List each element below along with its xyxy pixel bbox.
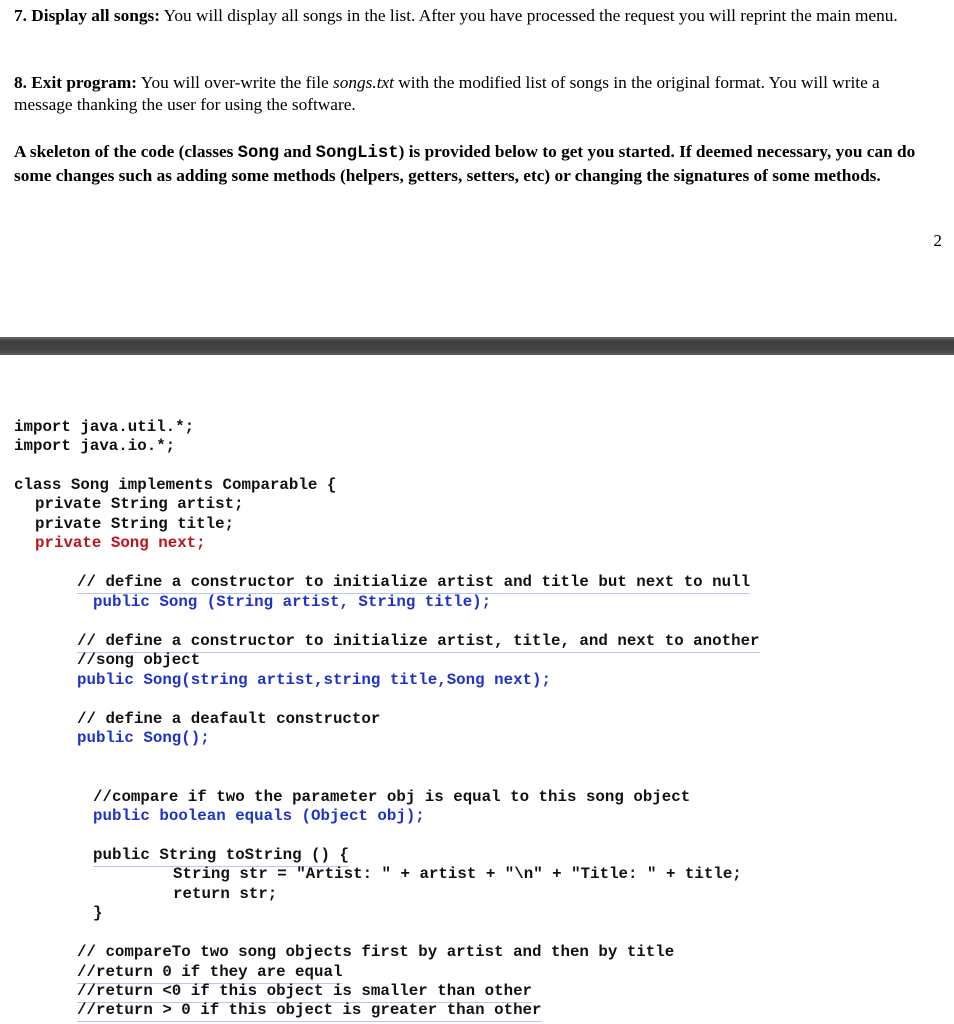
code-sig-tostring: public String toString () { — [93, 846, 349, 867]
code-comment-compareto-3: //return <0 if this object is smaller than other — [77, 982, 532, 1003]
item-7-text: You will display all songs in the list. After you have processed the request you will reprint the main menu. — [159, 6, 898, 25]
skeleton-part-1: A skeleton of the code (classes — [14, 142, 238, 161]
code-comment-default-constructor: // define a deafault constructor — [77, 710, 381, 728]
code-line-import-util: import java.util.*; — [14, 418, 195, 436]
code-sig-constructor-1: public Song (String artist, String title); — [93, 593, 492, 611]
code-line-import-io: import java.io.*; — [14, 437, 176, 455]
code-comment-equals: //compare if two the parameter obj is equal to this song object — [93, 788, 691, 806]
item-8-text-before: You will over-write the file — [137, 73, 334, 92]
page-number: 2 — [933, 231, 942, 250]
class-name-songlist: SongList — [315, 144, 399, 163]
page-separator — [0, 337, 954, 355]
code-line-tostring-return: return str; — [173, 885, 278, 903]
skeleton-part-3: ) is provided below to get you started. If deemed necessary, you can do some changes such as adding some methods (helpers, getters, setters, etc) or changing the signatures of some methods. — [14, 142, 916, 185]
code-line-field-next: private Song next; — [35, 534, 206, 552]
code-comment-constructor-2a: // define a constructor to initialize artist, title, and next to another — [77, 632, 760, 653]
item-8-heading: 8. Exit program: — [14, 73, 138, 92]
item-8-filename: songs.txt — [333, 73, 394, 92]
item-7-display-all-songs — [14, 5, 939, 27]
class-name-song: Song — [237, 144, 280, 163]
code-line-tostring-close: } — [93, 904, 103, 922]
code-comment-compareto-1: // compareTo two song objects first by artist and then by title — [77, 943, 675, 961]
code-line-field-artist: private String artist; — [35, 495, 244, 513]
code-sig-equals: public boolean equals (Object obj); — [93, 807, 425, 825]
code-comment-constructor-1: // define a constructor to initialize artist and title but next to null — [77, 573, 750, 594]
code-comment-compareto-4: //return > 0 if this object is greater than other — [77, 1001, 542, 1022]
item-8-exit-program — [14, 72, 939, 116]
code-sig-default-constructor: public Song(); — [77, 729, 210, 747]
code-comment-compareto-2: //return 0 if they are equal — [77, 963, 342, 984]
skeleton-intro — [14, 141, 939, 187]
skeleton-part-2: and — [279, 142, 316, 161]
item-7-heading: 7. Display all songs: — [14, 6, 160, 25]
code-comment-constructor-2b: //song object — [77, 651, 201, 669]
code-sig-constructor-2: public Song(string artist,string title,Song next); — [77, 671, 551, 689]
code-line-field-title: private String title; — [35, 515, 235, 533]
code-line-class-decl: class Song implements Comparable { — [14, 476, 337, 494]
code-line-tostring-str: String str = "Artist: " + artist + "\n" + "Title: " + title; — [173, 865, 742, 883]
item-8-text-after: with the modified list of songs in the original format. You will write a message thanking the user for using the software. — [14, 73, 880, 114]
